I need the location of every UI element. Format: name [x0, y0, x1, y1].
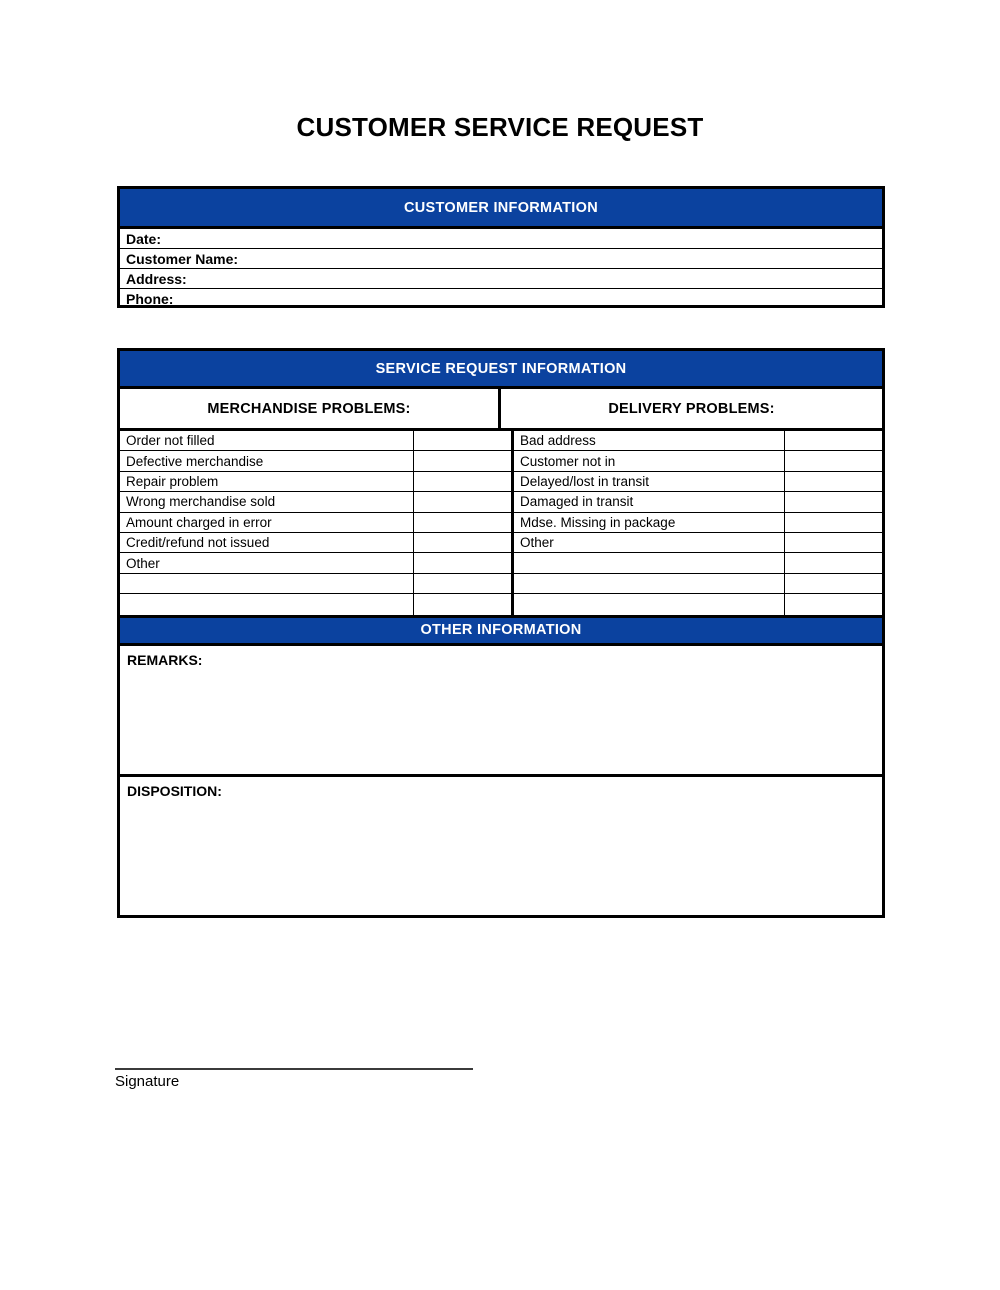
list-item: Order not filled — [120, 431, 413, 451]
field-row-customer-name[interactable] — [120, 249, 882, 269]
list-item: Damaged in transit — [514, 492, 784, 512]
field-label-date: Date: — [126, 230, 162, 247]
field-row-address[interactable] — [120, 269, 882, 289]
list-item: Other — [514, 533, 784, 553]
merchandise-checkbox-column — [414, 431, 514, 615]
signature-label: Signature — [115, 1073, 180, 1090]
delivery-checkbox-cell[interactable] — [785, 594, 882, 614]
delivery-checkbox-cell[interactable] — [785, 431, 882, 451]
merchandise-problems-heading: MERCHANDISE PROBLEMS: — [120, 389, 501, 428]
page-title: CUSTOMER SERVICE REQUEST — [296, 112, 704, 142]
customer-information-heading: CUSTOMER INFORMATION — [120, 189, 882, 229]
field-label-address: Address: — [126, 270, 187, 287]
remarks-field[interactable] — [120, 646, 882, 777]
delivery-checkbox-cell[interactable] — [785, 553, 882, 573]
list-item: Bad address — [514, 431, 784, 451]
delivery-checkbox-cell[interactable] — [785, 451, 882, 471]
merchandise-label-column — [120, 431, 414, 615]
list-item[interactable] — [514, 574, 784, 594]
field-label-customer-name: Customer Name: — [126, 250, 239, 267]
problems-header-row — [120, 389, 882, 431]
list-item: Defective merchandise — [120, 451, 413, 471]
service-request-information-section — [117, 348, 885, 918]
merchandise-checkbox-cell[interactable] — [414, 472, 511, 492]
list-item: Delayed/lost in transit — [514, 472, 784, 492]
field-row-phone[interactable] — [120, 289, 882, 309]
merchandise-checkbox-cell[interactable] — [414, 574, 511, 594]
service-request-information-heading: SERVICE REQUEST INFORMATION — [120, 351, 882, 389]
list-item[interactable] — [514, 594, 784, 614]
delivery-checkbox-cell[interactable] — [785, 492, 882, 512]
disposition-field[interactable] — [120, 777, 882, 906]
problems-grid — [120, 431, 882, 615]
delivery-checkbox-column — [785, 431, 882, 615]
other-information-heading: OTHER INFORMATION — [120, 615, 882, 646]
list-item[interactable] — [514, 553, 784, 573]
merchandise-checkbox-cell[interactable] — [414, 513, 511, 533]
delivery-checkbox-cell[interactable] — [785, 513, 882, 533]
list-item[interactable] — [120, 594, 413, 614]
merchandise-checkbox-cell[interactable] — [414, 451, 511, 471]
list-item: Amount charged in error — [120, 513, 413, 533]
list-item: Other — [120, 553, 413, 573]
field-row-date[interactable] — [120, 229, 882, 249]
delivery-problems-heading: DELIVERY PROBLEMS: — [608, 400, 775, 417]
merchandise-checkbox-cell[interactable] — [414, 594, 511, 614]
list-item: Repair problem — [120, 472, 413, 492]
delivery-checkbox-cell[interactable] — [785, 574, 882, 594]
signature-line[interactable] — [115, 1068, 473, 1070]
field-label-phone: Phone: — [126, 291, 174, 307]
list-item[interactable] — [120, 574, 413, 594]
remarks-label: REMARKS: — [127, 651, 203, 668]
list-item: Credit/refund not issued — [120, 533, 413, 553]
merchandise-checkbox-cell[interactable] — [414, 553, 511, 573]
merchandise-checkbox-cell[interactable] — [414, 492, 511, 512]
customer-information-section — [117, 186, 885, 308]
list-item: Mdse. Missing in package — [514, 513, 784, 533]
delivery-checkbox-cell[interactable] — [785, 533, 882, 553]
list-item: Wrong merchandise sold — [120, 492, 413, 512]
delivery-label-column — [514, 431, 785, 615]
merchandise-checkbox-cell[interactable] — [414, 431, 511, 451]
delivery-checkbox-cell[interactable] — [785, 472, 882, 492]
list-item: Customer not in — [514, 451, 784, 471]
disposition-label: DISPOSITION: — [127, 782, 222, 799]
merchandise-checkbox-cell[interactable] — [414, 533, 511, 553]
